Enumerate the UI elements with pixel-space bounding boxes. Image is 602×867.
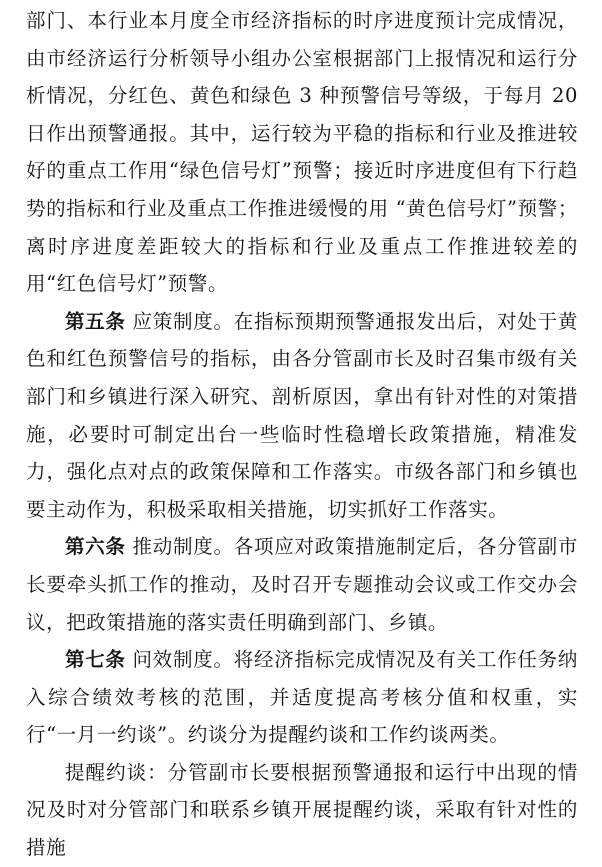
article-five-text: 应策制度。在指标预期预警通报发出后，对处于黄色和红色预警信号的指标，由各分管副市长及时召集市级有关部门和乡镇进行深入研究、剖析原因，拿出有针对性的对策措施，必要时可制定出台一些临时性稳增长政策措施，精准发力，强化点对点的政策保障和工作落实。市级各部门和乡镇也要主动作为，积极采取相关措施，切实抓好工作落实。 (26, 309, 578, 521)
article-five-number: 第五条 (65, 309, 126, 333)
article-seven-paragraph (26, 641, 578, 754)
article-seven-number: 第七条 (65, 648, 126, 672)
intro-continuation-paragraph: 部门、本行业本月度全市经济指标的时序进度预计完成情况，由市经济运行分析领导小组办公室根据部门上报情况和运行分析情况，分红色、黄色和绿色 3 种预警信号等级，于每月 20 日作出预警通报。其中，运行较为平稳的指标和行业及推进较好的重点工作用“绿色信号灯”预警；接近时序进度但有下行趋势的指标和行业及重点工作推进缓慢的用 “黄色信号灯”预警；离时序进度差距较大的指标和行业及重点工作推进较差的用“红色信号灯”预警。 (26, 9, 578, 296)
article-six-number: 第六条 (65, 535, 126, 559)
article-five-paragraph (26, 303, 578, 529)
article-seven-text: 问效制度。将经济指标完成情况及有关工作任务纳入综合绩效考核的范围，并适度提高考核分值和权重，实行“一月一约谈”。约谈分为提醒约谈和工作约谈两类。 (26, 648, 578, 747)
document-page (26, 2, 578, 867)
article-six-text: 推动制度。各项应对政策措施制定后，各分管副市长要牵头抓工作的推动，及时召开专题推动会议或工作交办会议，把政策措施的落实责任明确到部门、乡镇。 (26, 535, 578, 634)
article-six-paragraph (26, 528, 578, 641)
reminder-talk-paragraph: 提醒约谈：分管副市长要根据预警通报和运行中出现的情况及时对分管部门和联系乡镇开展提醒约谈，采取有针对性的措施 (26, 760, 578, 860)
